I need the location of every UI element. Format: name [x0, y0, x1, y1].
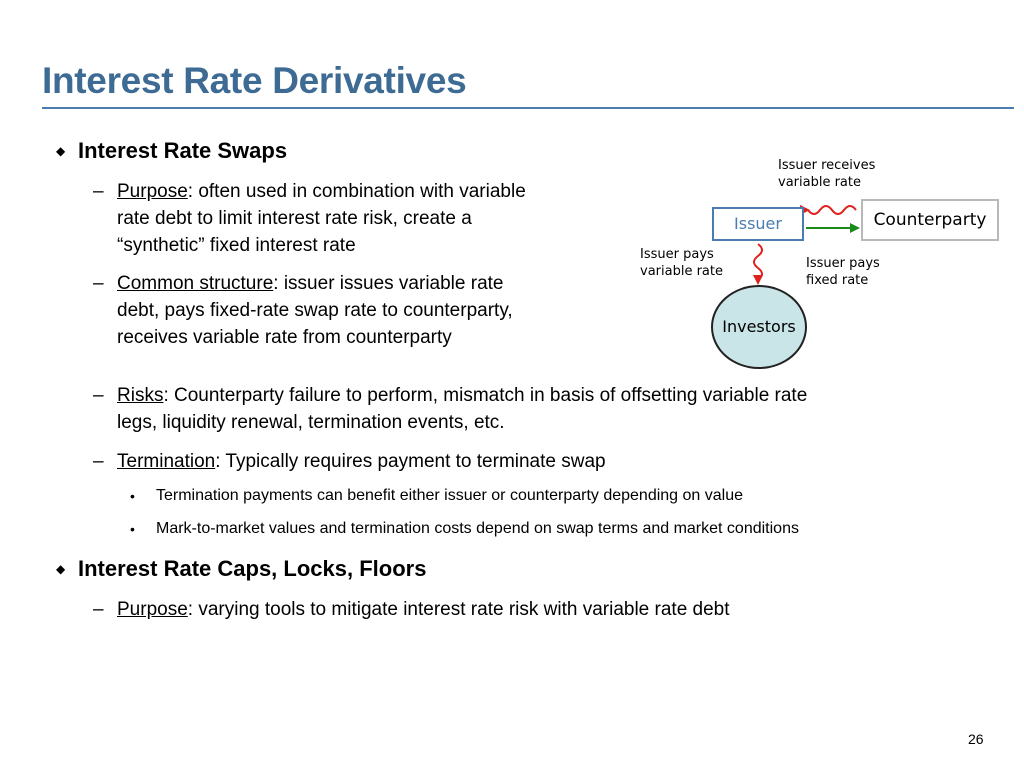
- issuer-node: Issuer: [712, 207, 804, 241]
- dot-bullet-icon: •: [130, 488, 135, 504]
- termination-bullet-2: • Mark-to-market values and termination costs depend on swap terms and market conditions: [156, 518, 799, 540]
- diamond-bullet-icon: ◆: [56, 144, 66, 158]
- risks-item: – Risks: Counterparty failure to perform, mismatch in basis of offsetting variable rate legs, liquidity renewal, termination events, etc.: [117, 382, 807, 436]
- slide-title: Interest Rate Derivatives: [42, 60, 467, 101]
- pays-fixed-label: Issuer pays fixed rate: [806, 256, 880, 288]
- variable-rate-arrow-to-investors: [754, 244, 762, 283]
- title-divider: [42, 107, 1014, 109]
- dot-bullet-icon: •: [130, 521, 135, 537]
- structure-item: – Common structure: issuer issues variable rate debt, pays fixed-rate swap rate to counterparty, receives variable rate from counterparty: [117, 270, 513, 351]
- page-number: 26: [968, 731, 984, 747]
- caps-purpose-item: – Purpose: varying tools to mitigate interest rate risk with variable rate debt: [117, 596, 730, 623]
- pays-variable-label: Issuer pays variable rate: [640, 247, 723, 279]
- caps-heading: ◆ Interest Rate Caps, Locks, Floors: [56, 556, 427, 581]
- receives-variable-label: Issuer receives variable rate: [778, 158, 876, 190]
- dash-bullet-icon: –: [93, 385, 104, 406]
- swaps-heading: ◆ Interest Rate Swaps: [56, 138, 288, 163]
- dash-bullet-icon: –: [93, 451, 104, 472]
- termination-item: – Termination: Typically requires payment to terminate swap: [117, 448, 606, 475]
- dash-bullet-icon: –: [93, 181, 104, 202]
- counterparty-node: Counterparty: [861, 199, 999, 241]
- variable-rate-arrow-to-issuer: [808, 206, 856, 214]
- diamond-bullet-icon: ◆: [56, 562, 66, 576]
- dash-bullet-icon: –: [93, 273, 104, 294]
- termination-bullet-1: • Termination payments can benefit either issuer or counterparty depending on value: [156, 485, 743, 507]
- investors-node: Investors: [711, 285, 807, 369]
- dash-bullet-icon: –: [93, 599, 104, 620]
- purpose-item: – Purpose: often used in combination with variable rate debt to limit interest rate risk, create a “synthetic” fixed interest rate: [117, 178, 526, 259]
